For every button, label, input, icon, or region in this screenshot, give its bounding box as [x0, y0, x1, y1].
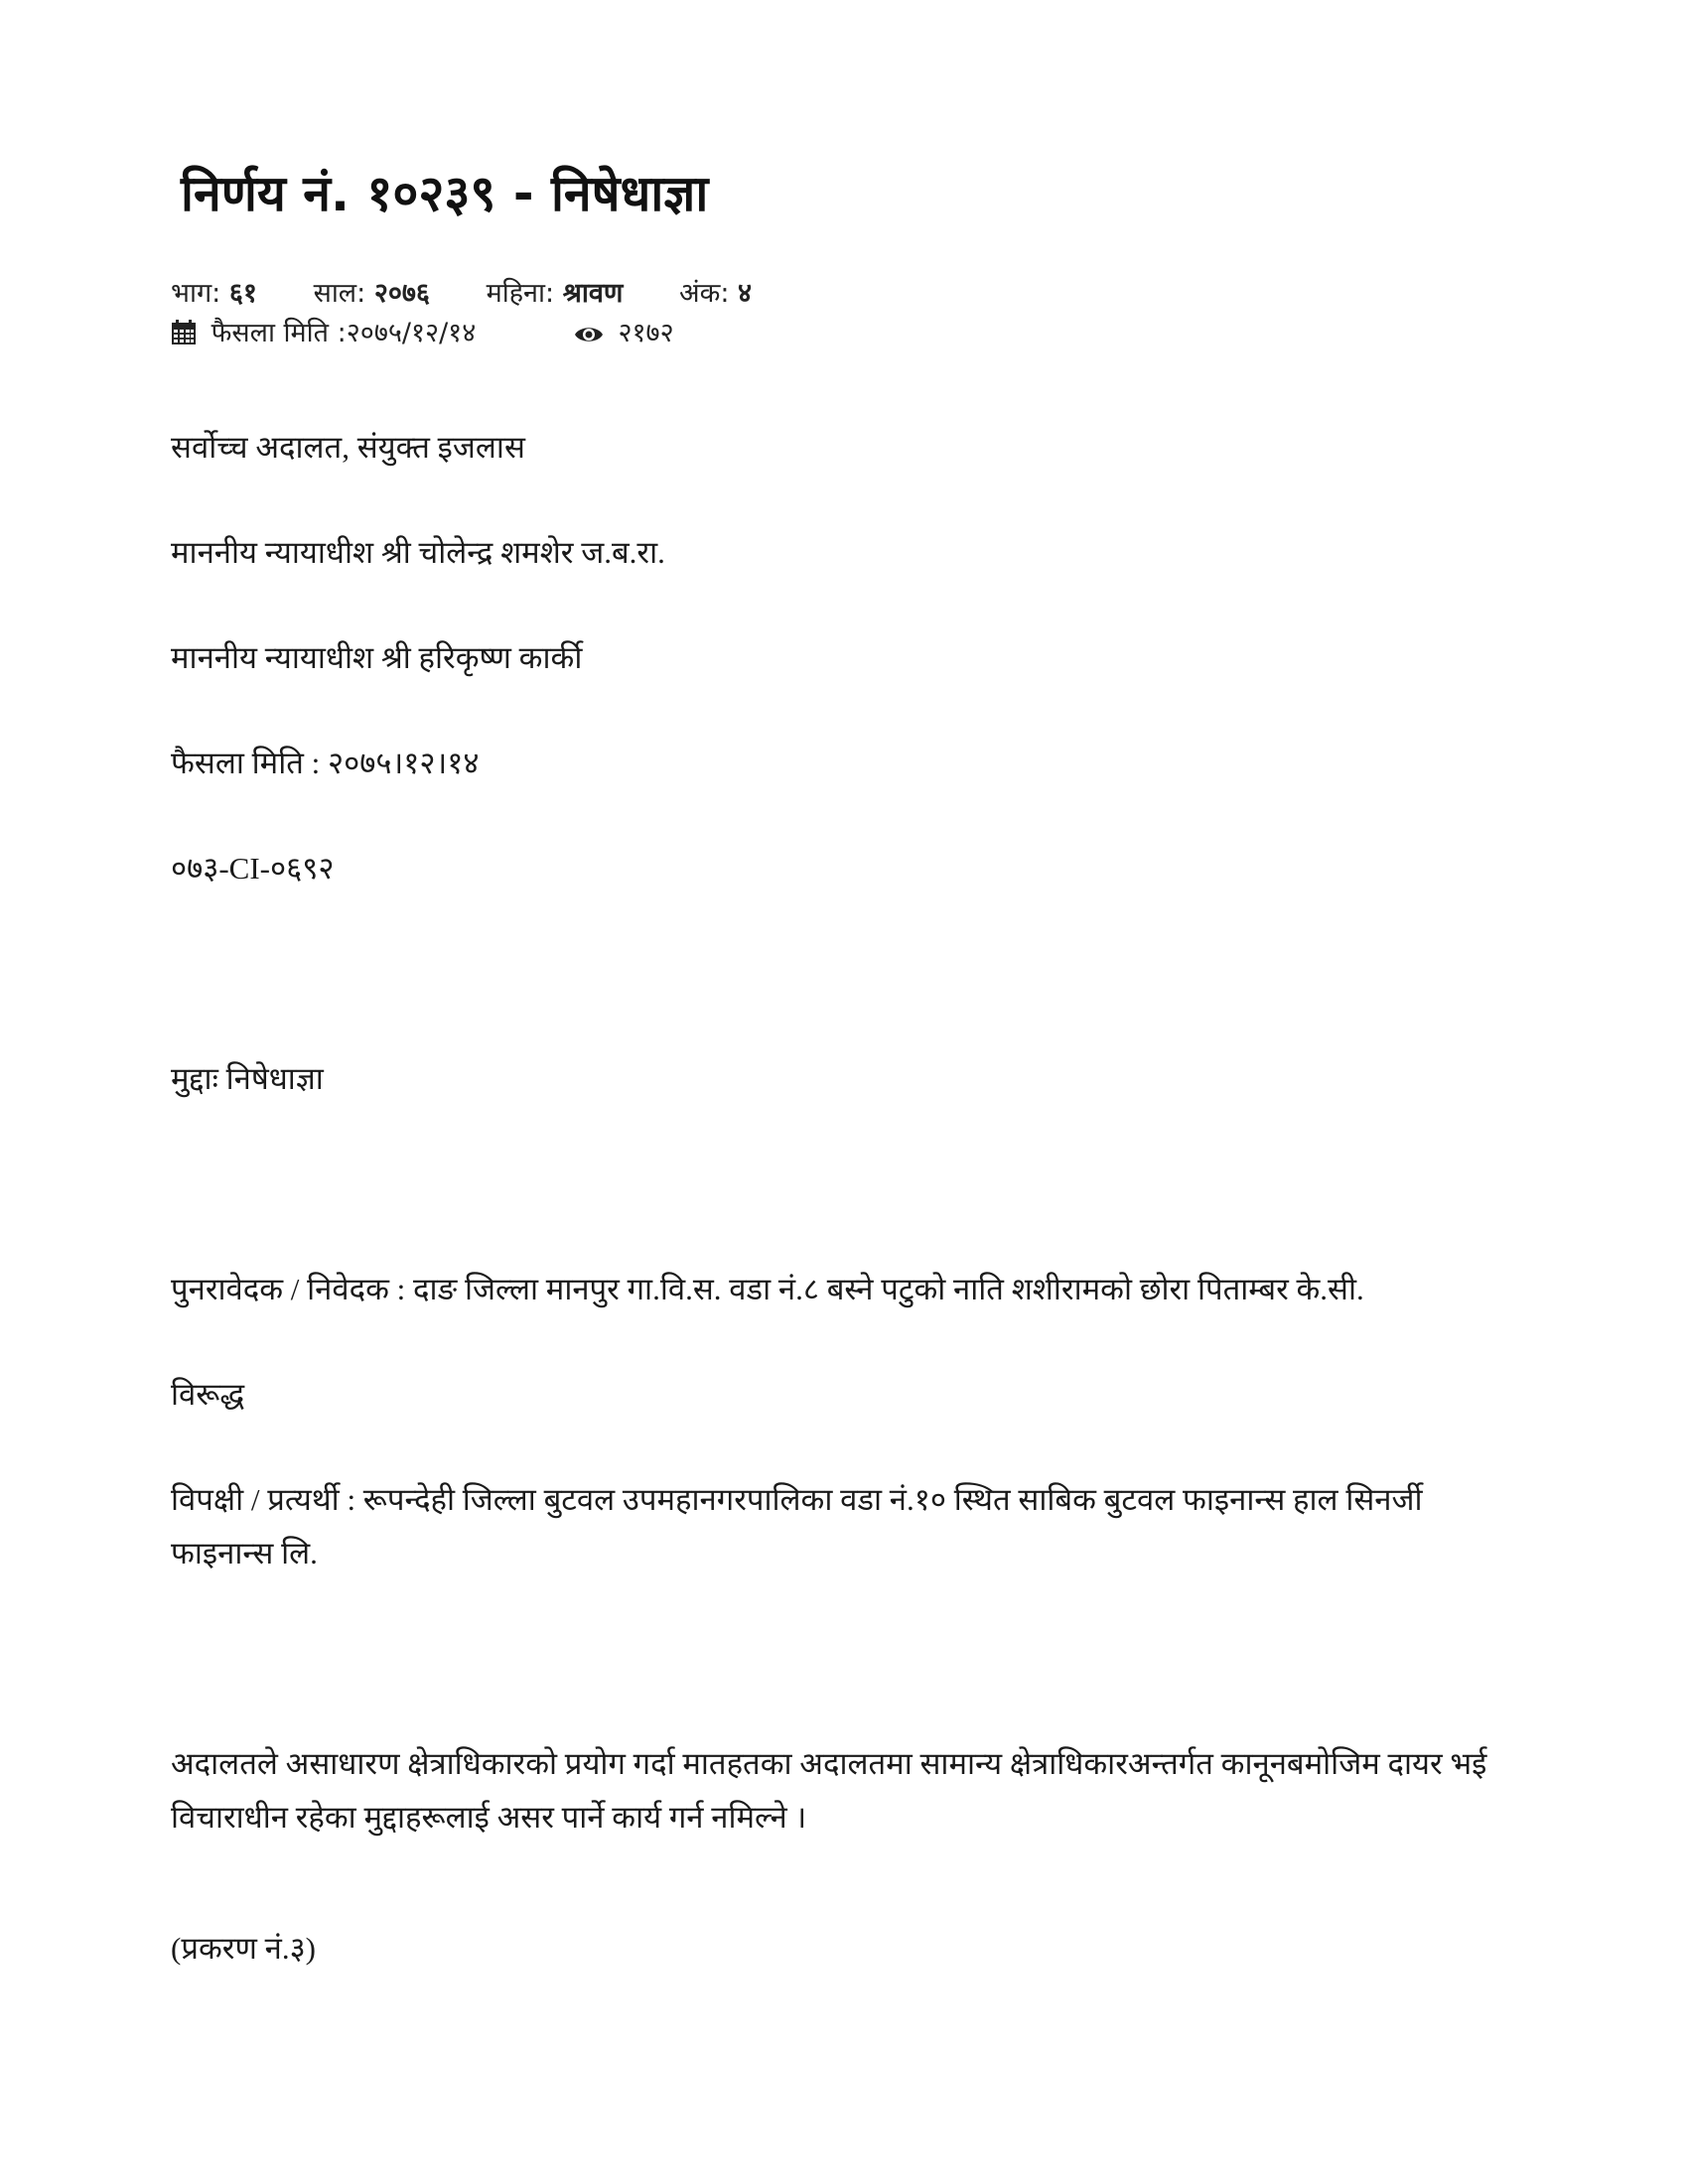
year-meta — [314, 276, 430, 312]
views-count: २१७२ — [618, 318, 674, 348]
decision-date: फैसला मिति : २०७५।१२।१४ — [171, 746, 480, 780]
part-label: भाग: — [171, 278, 221, 309]
judge-1: माननीय न्यायाधीश श्री चोलेन्द्र शमशेर ज.ब.रा. — [171, 535, 665, 570]
issue-meta — [679, 276, 752, 312]
decision-meta — [171, 316, 722, 355]
case-number: ०७३-CI-०६९२ — [171, 851, 335, 886]
calendar-icon — [171, 320, 197, 355]
decision-date-meta — [171, 316, 476, 355]
appellant: पुनरावेदक / निवेदक : दाङ जिल्ला मानपुर गा.वि.स. वडा नं.८ बस्ने पटुको नाति शशीरामको छोरा पिताम्बर के.सी. — [171, 1272, 1364, 1306]
decision-date-text: फैसला मिति :२०७५/१२/१४ — [211, 318, 477, 348]
part-value: ६१ — [228, 278, 257, 309]
court-name: सर्वोच्च अदालत, संयुक्त इजलास — [171, 430, 525, 465]
judge-2: माननीय न्यायाधीश श्री हरिकृष्ण कार्की — [171, 640, 583, 675]
month-value: श्रावण — [562, 278, 624, 309]
year-label: साल: — [313, 278, 366, 309]
publication-meta — [171, 276, 799, 312]
case-subject: मुद्दाः निषेधाज्ञा — [171, 1061, 324, 1096]
page-title: निर्णय नं. १०२३९ - निषेधाज्ञा — [181, 165, 709, 222]
paragraph-reference: (प्रकरण नं.३) — [171, 1931, 317, 1966]
versus: विरूद्ध — [171, 1377, 245, 1412]
views-meta — [574, 316, 674, 355]
year-value: २०७६ — [373, 278, 430, 309]
issue-label: अंक: — [678, 278, 730, 309]
part-meta — [171, 276, 257, 312]
issue-value: ४ — [738, 278, 753, 309]
month-label: महिना: — [486, 278, 555, 309]
month-meta — [487, 276, 624, 312]
respondent: विपक्षी / प्रत्यर्थी : रूपन्देही जिल्ला बुटवल उपमहानगरपालिका वडा नं.१० स्थित साबिक बुटवल फाइनान्स हाल सिनर्जी फाइनान्स लि. — [171, 1482, 1423, 1570]
decision-summary: अदालतले असाधारण क्षेत्राधिकारको प्रयोग गर्दा मातहतका अदालतमा सामान्य क्षेत्राधिकारअन्तर्गत कानूनबमोजिम दायर भई विचाराधीन रहेका मुद्दाहरूलाई असर पार्ने कार्य गर्न नमिल्ने । — [171, 1746, 1487, 1835]
eye-icon — [574, 320, 604, 355]
